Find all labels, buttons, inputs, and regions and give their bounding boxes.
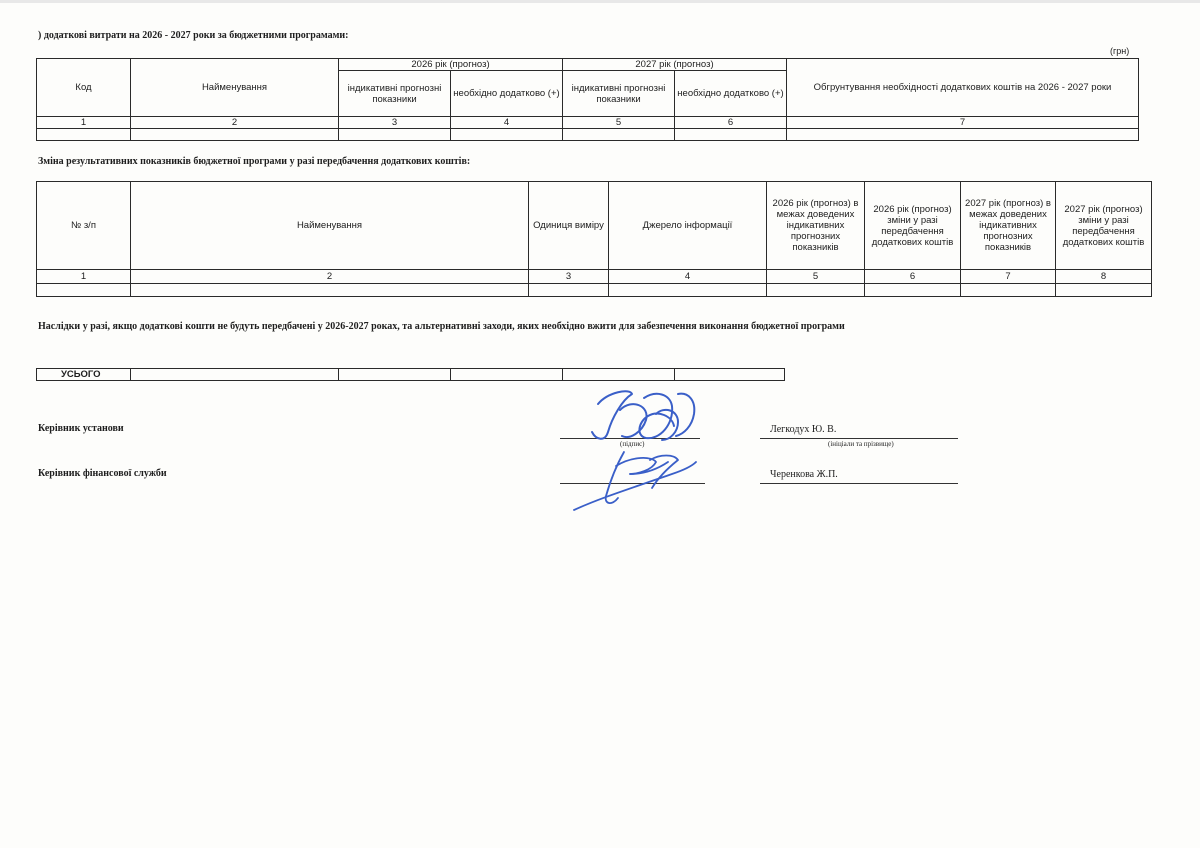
empty-row xyxy=(37,129,1139,141)
handwritten-signatures xyxy=(560,370,720,520)
head-name: Легкодух Ю. В. xyxy=(770,424,837,435)
signature-caption: (підпис) xyxy=(620,440,645,448)
col-index-header: № з/п xyxy=(37,182,131,270)
col-number: 4 xyxy=(609,270,767,284)
col-source-header: Джерело інформації xyxy=(609,182,767,270)
head-label: Керівник установи xyxy=(38,423,124,434)
head-name-line xyxy=(760,438,958,439)
col-2027-changes-header: 2027 рік (прогноз) зміни у разі передбачення додаткових коштів xyxy=(1056,182,1152,270)
col-number: 6 xyxy=(675,117,787,129)
empty-row xyxy=(37,284,1152,297)
unit-label: (грн) xyxy=(1110,46,1130,56)
col-number: 3 xyxy=(529,270,609,284)
finance-name: Черенкова Ж.П. xyxy=(770,469,838,480)
group-2027-header: 2027 рік (прогноз) xyxy=(563,59,787,71)
col-number: 7 xyxy=(787,117,1139,129)
col-2027-within-header: 2027 рік (прогноз) в межах доведених індикативних прогнозних показників xyxy=(961,182,1056,270)
col-number: 1 xyxy=(37,270,131,284)
col-number: 2 xyxy=(131,117,339,129)
group-2026-header: 2026 рік (прогноз) xyxy=(339,59,563,71)
col-justification-header: Обгрунтування необхідності додаткових коштів на 2026 - 2027 роки xyxy=(787,59,1139,117)
col-number: 3 xyxy=(339,117,451,129)
finance-name-line xyxy=(760,483,958,484)
scan-edge xyxy=(0,0,1200,3)
col-number: 5 xyxy=(767,270,865,284)
col-unit-header: Одиниця виміру xyxy=(529,182,609,270)
total-label: УСЬОГО xyxy=(37,369,131,381)
finance-label: Керівник фінансової служби xyxy=(38,468,167,479)
indicators-heading: Зміна результативних показників бюджетної програми у разі передбачення додаткових коштів: xyxy=(38,156,471,167)
finance-signature xyxy=(574,452,696,510)
col-number: 6 xyxy=(865,270,961,284)
col-2026-within-header: 2026 рік (прогноз) в межах доведених індикативних прогнозних показників xyxy=(767,182,865,270)
col-name-header: Найменування xyxy=(131,182,529,270)
col-name-header: Найменування xyxy=(131,59,339,117)
indicators-table xyxy=(36,181,1152,297)
col-number: 4 xyxy=(451,117,563,129)
col-number: 7 xyxy=(961,270,1056,284)
expenses-table xyxy=(36,58,1139,141)
col-number: 5 xyxy=(563,117,675,129)
col-2026-additional-header: необхідно додатково (+) xyxy=(451,71,563,117)
col-2027-additional-header: необхідно додатково (+) xyxy=(675,71,787,117)
col-number: 1 xyxy=(37,117,131,129)
col-2026-indicative-header: індикативні прогнозні показники xyxy=(339,71,451,117)
col-2027-indicative-header: індикативні прогнозні показники xyxy=(563,71,675,117)
col-2026-changes-header: 2026 рік (прогноз) зміни у разі передбачення додаткових коштів xyxy=(865,182,961,270)
head-signature xyxy=(592,391,694,440)
consequences-heading: Наслідки у разі, якщо додаткові кошти не будуть передбачені у 2026-2027 роках, та альтернативні заходи, яких необхідно вжити для забезпечення виконання бюджетної програми xyxy=(38,321,845,332)
col-number: 2 xyxy=(131,270,529,284)
col-number: 8 xyxy=(1056,270,1152,284)
col-code-header: Код xyxy=(37,59,131,117)
expenses-heading: ) додаткові витрати на 2026 - 2027 роки за бюджетними програмами: xyxy=(38,30,349,41)
name-caption: (ініціали та прізвище) xyxy=(828,440,894,448)
